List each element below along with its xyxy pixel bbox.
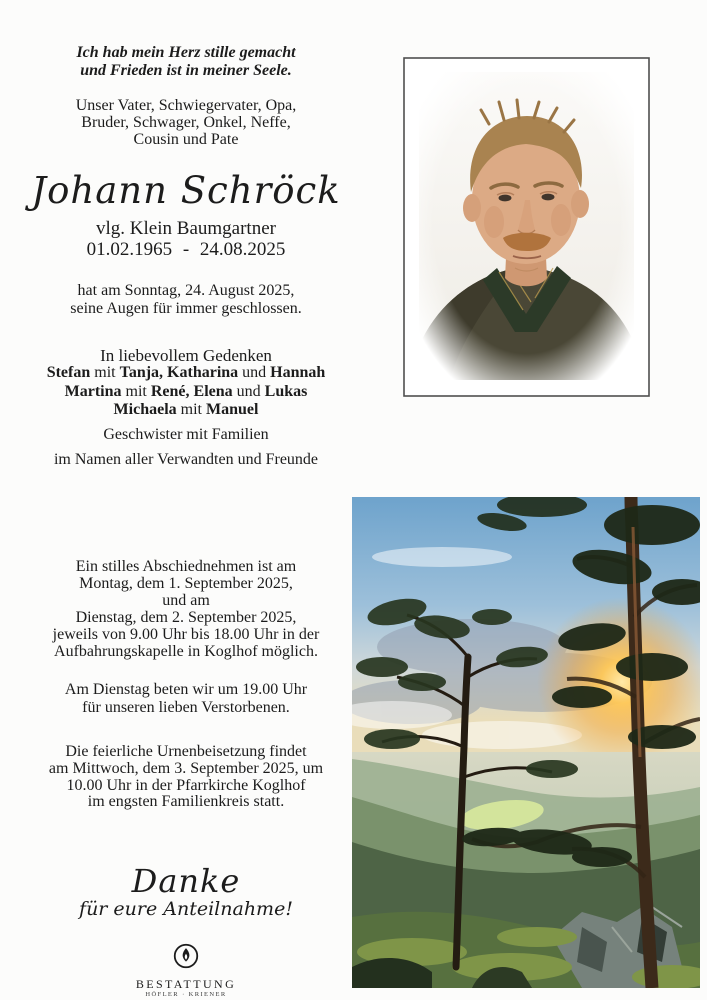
burial-info: Die feierliche Urnenbeisetzung findet am Mittwoch, dem 3. September 2025, um 10.00 Uhr in der Pfarrkirche Koglhof im engsten Familienkreis statt. (48, 743, 324, 811)
remembrance-heading: In liebevollem Gedenken (100, 346, 272, 365)
death-statement: hat am Sonntag, 24. August 2025, seine Augen für immer geschlossen. (70, 282, 302, 317)
siblings-line: Geschwister mit Familien (103, 426, 269, 443)
funeral-home-subname: HÖFLER · KRIENER (145, 991, 227, 998)
vulgo-name: vlg. Klein Baumgartner (96, 218, 276, 239)
memorial-quote: Ich hab mein Herz stille gemacht und Frieden ist in meiner Seele. (76, 44, 296, 79)
funeral-home-name: BESTATTUNG (135, 977, 237, 991)
viewing-info: Ein stilles Abschiednehmen ist am Montag, dem 1. September 2025, und am Dienstag, dem 2. September 2025, jeweils von 9.00 Uhr bis 18.00 Uhr in der Aufbahrungskapelle in Koglhof möglich. (52, 558, 320, 660)
portrait-photo (403, 57, 650, 402)
thanks-subline: für eure Anteilnahme! (79, 898, 293, 920)
life-dates: 01.02.1965 - 24.08.2025 (86, 239, 286, 260)
on-behalf-line: im Namen aller Verwandten und Freunde (53, 451, 319, 468)
flame-in-circle-icon (171, 941, 201, 971)
deceased-name: Johann Schröck (31, 169, 341, 212)
thanks-message: Danke (131, 862, 241, 900)
landscape-photo (352, 497, 700, 993)
prayer-info: Am Dienstag beten wir um 19.00 Uhr für unseren lieben Verstorbenen. (64, 681, 308, 716)
mourners-list: Stefan mit Tanja, Katharina und Hannah Martina mit René, Elena und Lukas Michaela mit Manuel (46, 364, 326, 418)
family-roles: Unser Vater, Schwiegervater, Opa, Bruder, Schwager, Onkel, Neffe, Cousin und Pate (75, 97, 297, 148)
funeral-home-logo (8, 941, 364, 1000)
